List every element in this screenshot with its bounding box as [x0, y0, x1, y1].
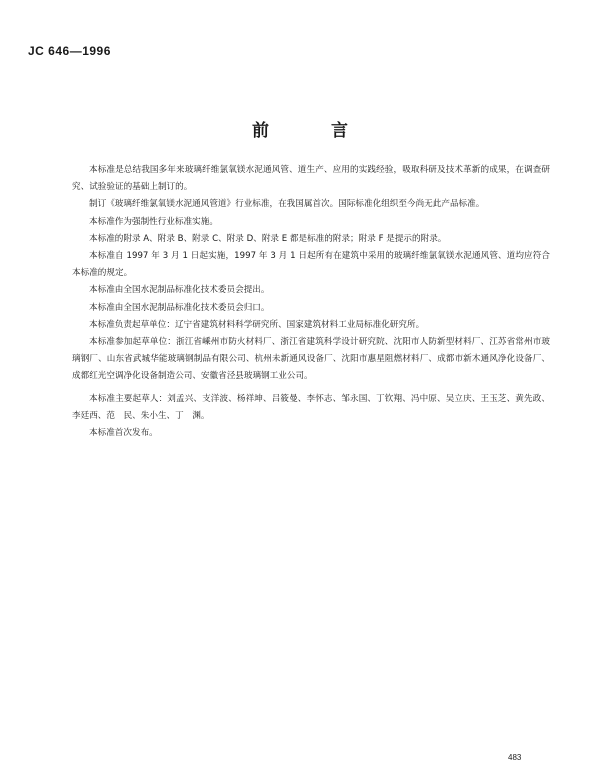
paragraph-first-time: 制订《玻璃纤维氯氧镁水泥通风管道》行业标准，在我国属首次。国际标准化组织至今尚无此产品标准。 [89, 199, 485, 210]
paragraph-main-drafters: 本标准主要起草人：刘孟兴、支洋波、杨祥坤、吕筱曼、李怀志、邹永国、丁钦翔、冯中原、吴立庆、王玉芝、黄先政、李廷西、范 民、朱小生、丁 渊。 [72, 393, 550, 421]
paragraph-effective-date: 本标准自 1997 年 3 月 1 日起实施，1997 年 3 月 1 日起所有在建筑中采用的玻璃纤维氯氧镁水泥通风管、道均应符合本标准的规定。 [72, 251, 550, 279]
foreword-body [72, 162, 550, 442]
paragraph-mandatory: 本标准作为强制性行业标准实施。 [89, 216, 218, 227]
paragraph-participating-drafters: 本标准参加起草单位：浙江省嵊州市防火材料厂、浙江省建筑科学设计研究院、沈阳市人防新型材料厂、江苏省常州市玻璃钢厂、山东省武城华能玻璃钢制品有限公司、杭州未新通风设备厂、沈阳市惠星阻燃材料厂、成都市新木通风净化设备厂、成都红光空调净化设备制造公司、安徽省泾县玻璃钢工业公司。 [72, 337, 550, 382]
page-title: 前 言 [252, 121, 376, 141]
standard-number: JC 646—1996 [28, 44, 111, 58]
paragraph-proposed-by: 本标准由全国水泥制品标准化技术委员会提出。 [89, 285, 270, 296]
paragraph-summary: 本标准是总结我国多年来玻璃纤维氯氧镁水泥通风管、道生产、应用的实践经验，吸取科研及技术革新的成果，在调查研究、试验验证的基础上制订的。 [72, 165, 550, 193]
page-number: 483 [508, 753, 522, 762]
paragraph-appendices: 本标准的附录 A、附录 B、附录 C、附录 D、附录 E 都是标准的附录；附录 F 是提示的附录。 [89, 233, 447, 244]
paragraph-first-release: 本标准首次发布。 [89, 428, 158, 439]
paragraph-centralized-by: 本标准由全国水泥制品标准化技术委员会归口。 [89, 302, 270, 313]
paragraph-lead-drafter: 本标准负责起草单位：辽宁省建筑材料科学研究所、国家建筑材料工业局标准化研究所。 [89, 319, 425, 330]
